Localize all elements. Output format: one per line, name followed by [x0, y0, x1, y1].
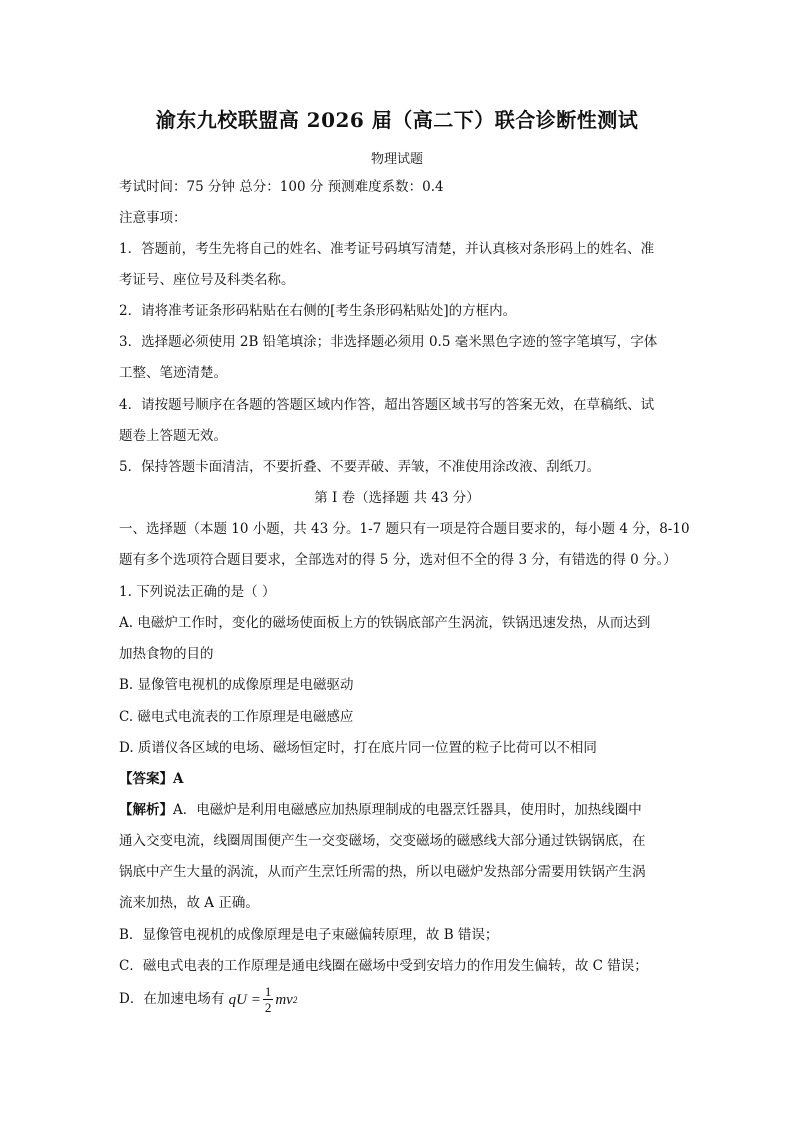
option-a: A. 电磁炉工作时，变化的磁场使面板上方的铁锅底部产生涡流，铁锅迅速发热，从而达到: [119, 615, 651, 631]
section-intro: 题有多个选项符合题目要求，全部选对的得 5 分，选对但不全的得 3 分，有错选的得 0 分。）: [119, 552, 677, 568]
fraction-denominator: 2: [264, 1000, 272, 1015]
option-a-continued: 加热食物的目的: [119, 646, 214, 662]
analysis-text: 锅底中产生大量的涡流，从而产生烹饪所需的热，所以电磁炉发热部分需要用铁锅产生涡: [119, 864, 646, 880]
notice-heading: 注意事项：: [119, 210, 187, 226]
answer-label: 【答案】: [119, 771, 173, 787]
analysis-text: 通入交变电流，线圈周围便产生一交变磁场，交变磁场的磁感线大部分通过铁锅锅底，在: [119, 833, 646, 849]
page-subtitle: 物理试题: [370, 152, 423, 167]
answer-value: A: [173, 771, 184, 787]
energy-formula: [229, 983, 298, 1017]
analysis-text: A．电磁炉是利用电磁感应加热原理制成的电器烹饪器具，使用时，加热线圈中: [173, 802, 642, 818]
answer-line: [119, 770, 183, 788]
option-c: C. 磁电式电流表的工作原理是电磁感应: [119, 709, 354, 725]
analysis-line: [119, 801, 642, 819]
notice-item: 工整、笔迹清楚。: [119, 365, 227, 381]
option-b: B. 显像管电视机的成像原理是电磁驱动: [119, 677, 354, 693]
formula-lhs: qU =: [228, 991, 261, 1008]
formula-exponent: 2: [292, 994, 298, 1005]
analysis-d: [119, 982, 297, 1017]
exam-info: 考试时间：75 分钟 总分：100 分 预测难度系数：0.4: [119, 179, 444, 195]
analysis-d-prefix: D．在加速电场有: [119, 991, 225, 1007]
analysis-b: B．显像管电视机的成像原理是电子束磁偏转原理，故 B 错误；: [119, 927, 499, 943]
page-title: 渝东九校联盟高 2026 届（高二下）联合诊断性测试: [155, 108, 639, 132]
notice-item: 5．保持答题卡面清洁，不要折叠、不要弄破、弄皱，不准使用涂改液、刮纸刀。: [119, 459, 601, 475]
notice-item: 3．选择题必须使用 2B 铅笔填涂；非选择题必须用 0.5 毫米黑色字迹的签字笔填写，字体: [119, 334, 658, 350]
section-intro: 一、选择题（本题 10 小题，共 43 分。1-7 题只有一项是符合题目要求的，每小题 4 分，8-10: [119, 521, 690, 537]
analysis-label: 【解析】: [119, 802, 173, 818]
question-stem: 1. 下列说法正确的是（ ）: [119, 584, 276, 600]
fraction-numerator: 1: [264, 984, 272, 999]
option-d: D. 质谱仪各区域的电场、磁场恒定时，打在底片同一位置的粒子比荷可以不相同: [119, 740, 597, 756]
analysis-text: 流来加热，故 A 正确。: [119, 895, 259, 911]
notice-item: 2．请将准考证条形码粘贴在右侧的[考生条形码粘贴处]的方框内。: [119, 303, 517, 319]
formula-fraction: [263, 984, 274, 1015]
section-title: 第 I 卷（选择题 共 43 分）: [314, 490, 480, 506]
formula-rhs: mv: [275, 991, 293, 1008]
notice-item: 1．答题前，考生先将自己的姓名、准考证号码填写清楚，并认真核对条形码上的姓名、准: [119, 241, 655, 257]
notice-item: 考证号、座位号及科类名称。: [119, 272, 295, 288]
analysis-c: C．磁电式电表的工作原理是通电线圈在磁场中受到安培力的作用发生偏转，故 C 错误；: [119, 958, 648, 974]
notice-item: 题卷上答题无效。: [119, 428, 227, 444]
notice-item: 4．请按题号顺序在各题的答题区域内作答，超出答题区域书写的答案无效，在草稿纸、试: [119, 397, 655, 413]
